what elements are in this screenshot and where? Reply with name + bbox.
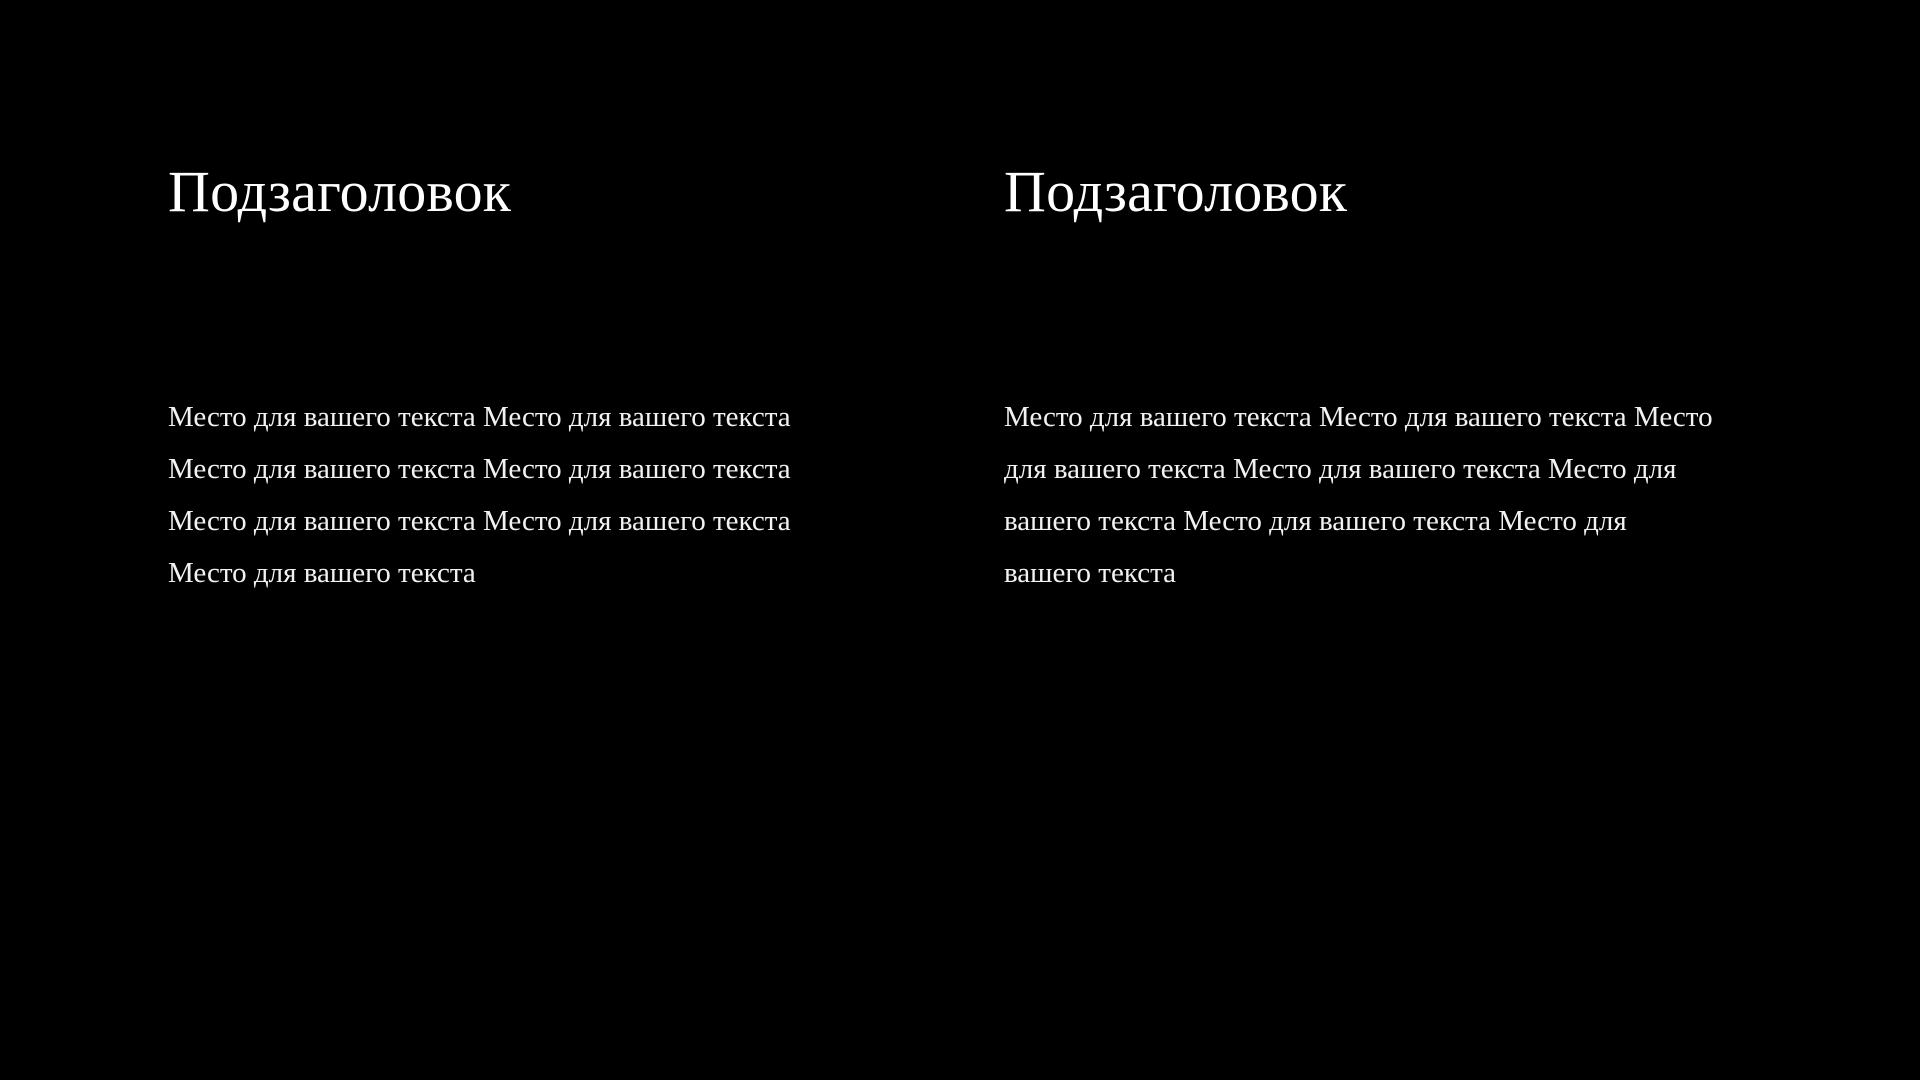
- column-left-body-text: Место для вашего текста Место для вашего текста Место для вашего текста Место для вашего текста Место для вашего текста Место для вашего текста Место для вашего текста: [168, 400, 791, 589]
- column-left: [168, 160, 952, 599]
- column-left-heading: Подзаголовок: [168, 159, 512, 224]
- column-right: [1004, 160, 1788, 599]
- column-right-body-text: Место для вашего текста Место для вашего текста Место для вашего текста Место для вашего текста Место для вашего текста Место для вашего текста Место для вашего текста: [1004, 400, 1713, 589]
- column-right-heading: Подзаголовок: [1004, 159, 1348, 224]
- column-left-spacer: [168, 224, 952, 391]
- two-column-layout: [168, 160, 1788, 599]
- column-right-spacer: [1004, 224, 1788, 391]
